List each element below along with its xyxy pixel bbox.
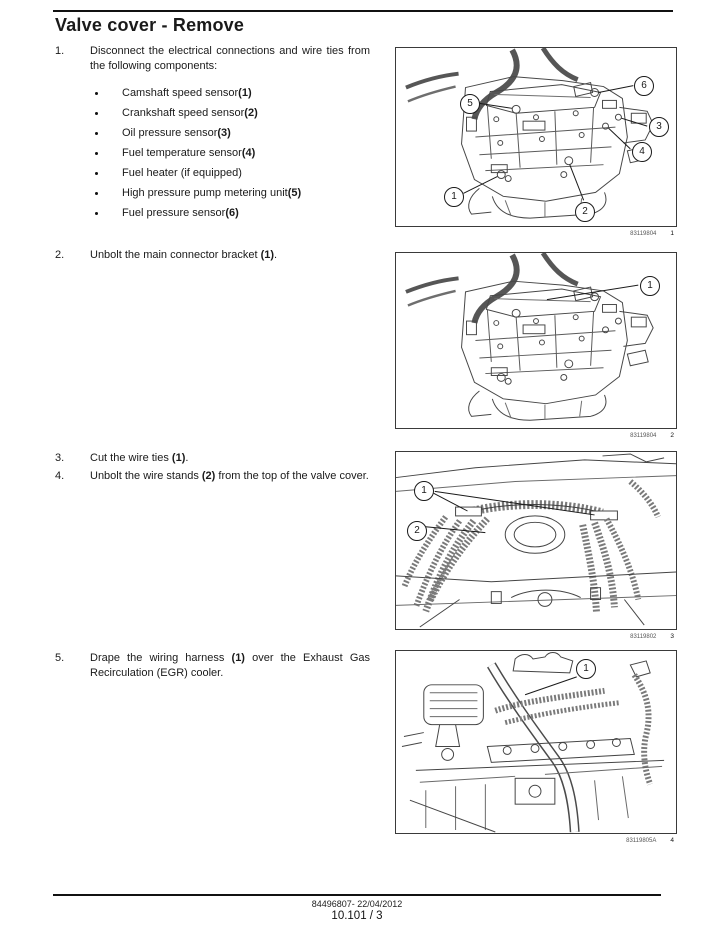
step-3-text-ref: (1) [171,452,186,464]
step-1-text-pre: Disconnect the electrical connections and wire ties from the following components: [90,45,370,72]
bullet-ref: (2) [244,107,258,119]
callout-1-label: 1 [647,280,653,291]
step-4-text [90,469,370,484]
step-5-number: 5. [55,652,65,664]
step-2-text-pre: Unbolt the main connector bracket [90,249,261,261]
figure-1-frame [395,47,677,227]
bullet-dot [95,212,98,215]
callout-1 [640,276,660,296]
figure-1-image-id: 83119804 [630,231,657,237]
callout-2 [407,521,427,541]
step-5 [40,651,372,680]
bullet-text: Crankshaft speed sensor [122,107,245,119]
figure-2-seq: 2 [670,432,674,439]
callout-2-label: 2 [582,206,588,217]
step-2-number: 2. [55,249,65,261]
footer-page-number: 10.101 / 3 [331,910,383,922]
figure-4-image-id: 83119805A [626,838,657,844]
bullet-dot [95,92,98,95]
bullet-dot [95,112,98,115]
bullet-crankshaft-speed-sensor [40,103,372,123]
step-3-text-pre: Cut the wire ties [90,452,172,464]
figure-4-seq: 4 [670,837,674,844]
callout-5-label: 5 [467,98,473,109]
bullet-dot [95,172,98,175]
figure-2 [395,252,677,439]
bullet-hp-pump-metering-unit [40,183,372,203]
callout-1-label: 1 [451,191,457,202]
callout-5 [460,94,480,114]
figure-4 [395,650,677,844]
engine-front-line-art [396,253,676,428]
step-3 [40,451,372,466]
bullet-text: Fuel temperature sensor [122,147,242,159]
figure-3 [395,451,677,640]
footer-doc-ref: 84496807- 22/04/2012 [311,899,403,909]
bullet-fuel-pressure-sensor [40,203,372,223]
step-4 [40,469,372,484]
step-5-text-post: over the Exhaust Gas Recirculation (EGR) cooler. [90,652,370,679]
callout-6-label: 6 [641,80,647,91]
callout-1 [576,659,596,679]
figure-4-frame [395,650,677,834]
step-4-number: 4. [55,470,65,482]
callout-2 [575,202,595,222]
step-4-text-pre: Unbolt the wire stands [90,470,202,482]
bullet-text: Fuel heater (if equipped) [122,167,242,179]
top-rule [53,10,673,12]
figure-3-image-id: 83119802 [630,634,657,640]
step-2 [40,248,372,263]
step-5-text-ref: (1) [231,652,245,664]
callout-1 [414,481,434,501]
bullet-ref: (1) [238,87,252,99]
step-3-text [90,451,370,466]
footer-rule [53,894,661,896]
bullet-oil-pressure-sensor [40,123,372,143]
step-4-text-ref: (2) [201,470,216,482]
page-title: Valve cover - Remove [55,15,245,35]
bullet-ref: (6) [225,207,239,219]
figure-2-image-id: 83119804 [630,433,657,439]
callout-3-label: 3 [656,121,662,132]
callout-2-label: 2 [414,525,420,536]
bullet-text: Camshaft speed sensor [122,87,239,99]
step-2-text-ref: (1) [260,249,275,261]
step-3-text-post: . [185,452,189,464]
step-5-text-pre: Drape the wiring harness [90,652,232,664]
callout-1-label: 1 [421,485,427,496]
figure-2-caption [395,432,677,439]
figure-3-seq: 3 [670,633,674,640]
figure-1-caption [395,230,677,237]
step-1-text [90,44,370,73]
bullet-ref: (4) [241,147,256,159]
bullet-text: Fuel pressure sensor [122,207,226,219]
callout-3 [649,117,669,137]
bullet-dot [95,132,98,135]
figure-2-frame [395,252,677,429]
bullet-fuel-heater [40,163,372,183]
bullet-ref: (3) [217,127,231,139]
bullet-fuel-temperature-sensor [40,143,372,163]
figure-3-caption [395,633,677,640]
figure-3-frame [395,451,677,630]
bullet-camshaft-speed-sensor [40,83,372,103]
bullet-dot [95,152,98,155]
component-bullet-list [40,83,372,223]
step-5-text [90,651,370,680]
engine-front-line-art [396,48,676,226]
bullet-ref: (5) [287,187,302,199]
callout-4 [632,142,652,162]
step-3-number: 3. [55,452,65,464]
callout-1 [444,187,464,207]
step-1 [40,44,372,223]
callout-6 [634,76,654,96]
step-2-text-post: . [274,249,278,261]
harness-top-line-art [396,452,676,629]
figure-1-seq: 1 [670,230,674,237]
figure-1 [395,47,677,237]
callout-4-label: 4 [639,146,645,157]
bullet-text: Oil pressure sensor [122,127,218,139]
step-2-text [90,248,370,263]
egr-area-line-art [396,651,676,833]
bullet-text: High pressure pump metering unit [122,187,288,199]
step-4-text-post: from the top of the valve cover. [215,470,369,482]
callout-1-label: 1 [583,663,589,674]
bullet-dot [95,192,98,195]
figure-4-caption [395,837,677,844]
step-1-number: 1. [55,45,65,57]
